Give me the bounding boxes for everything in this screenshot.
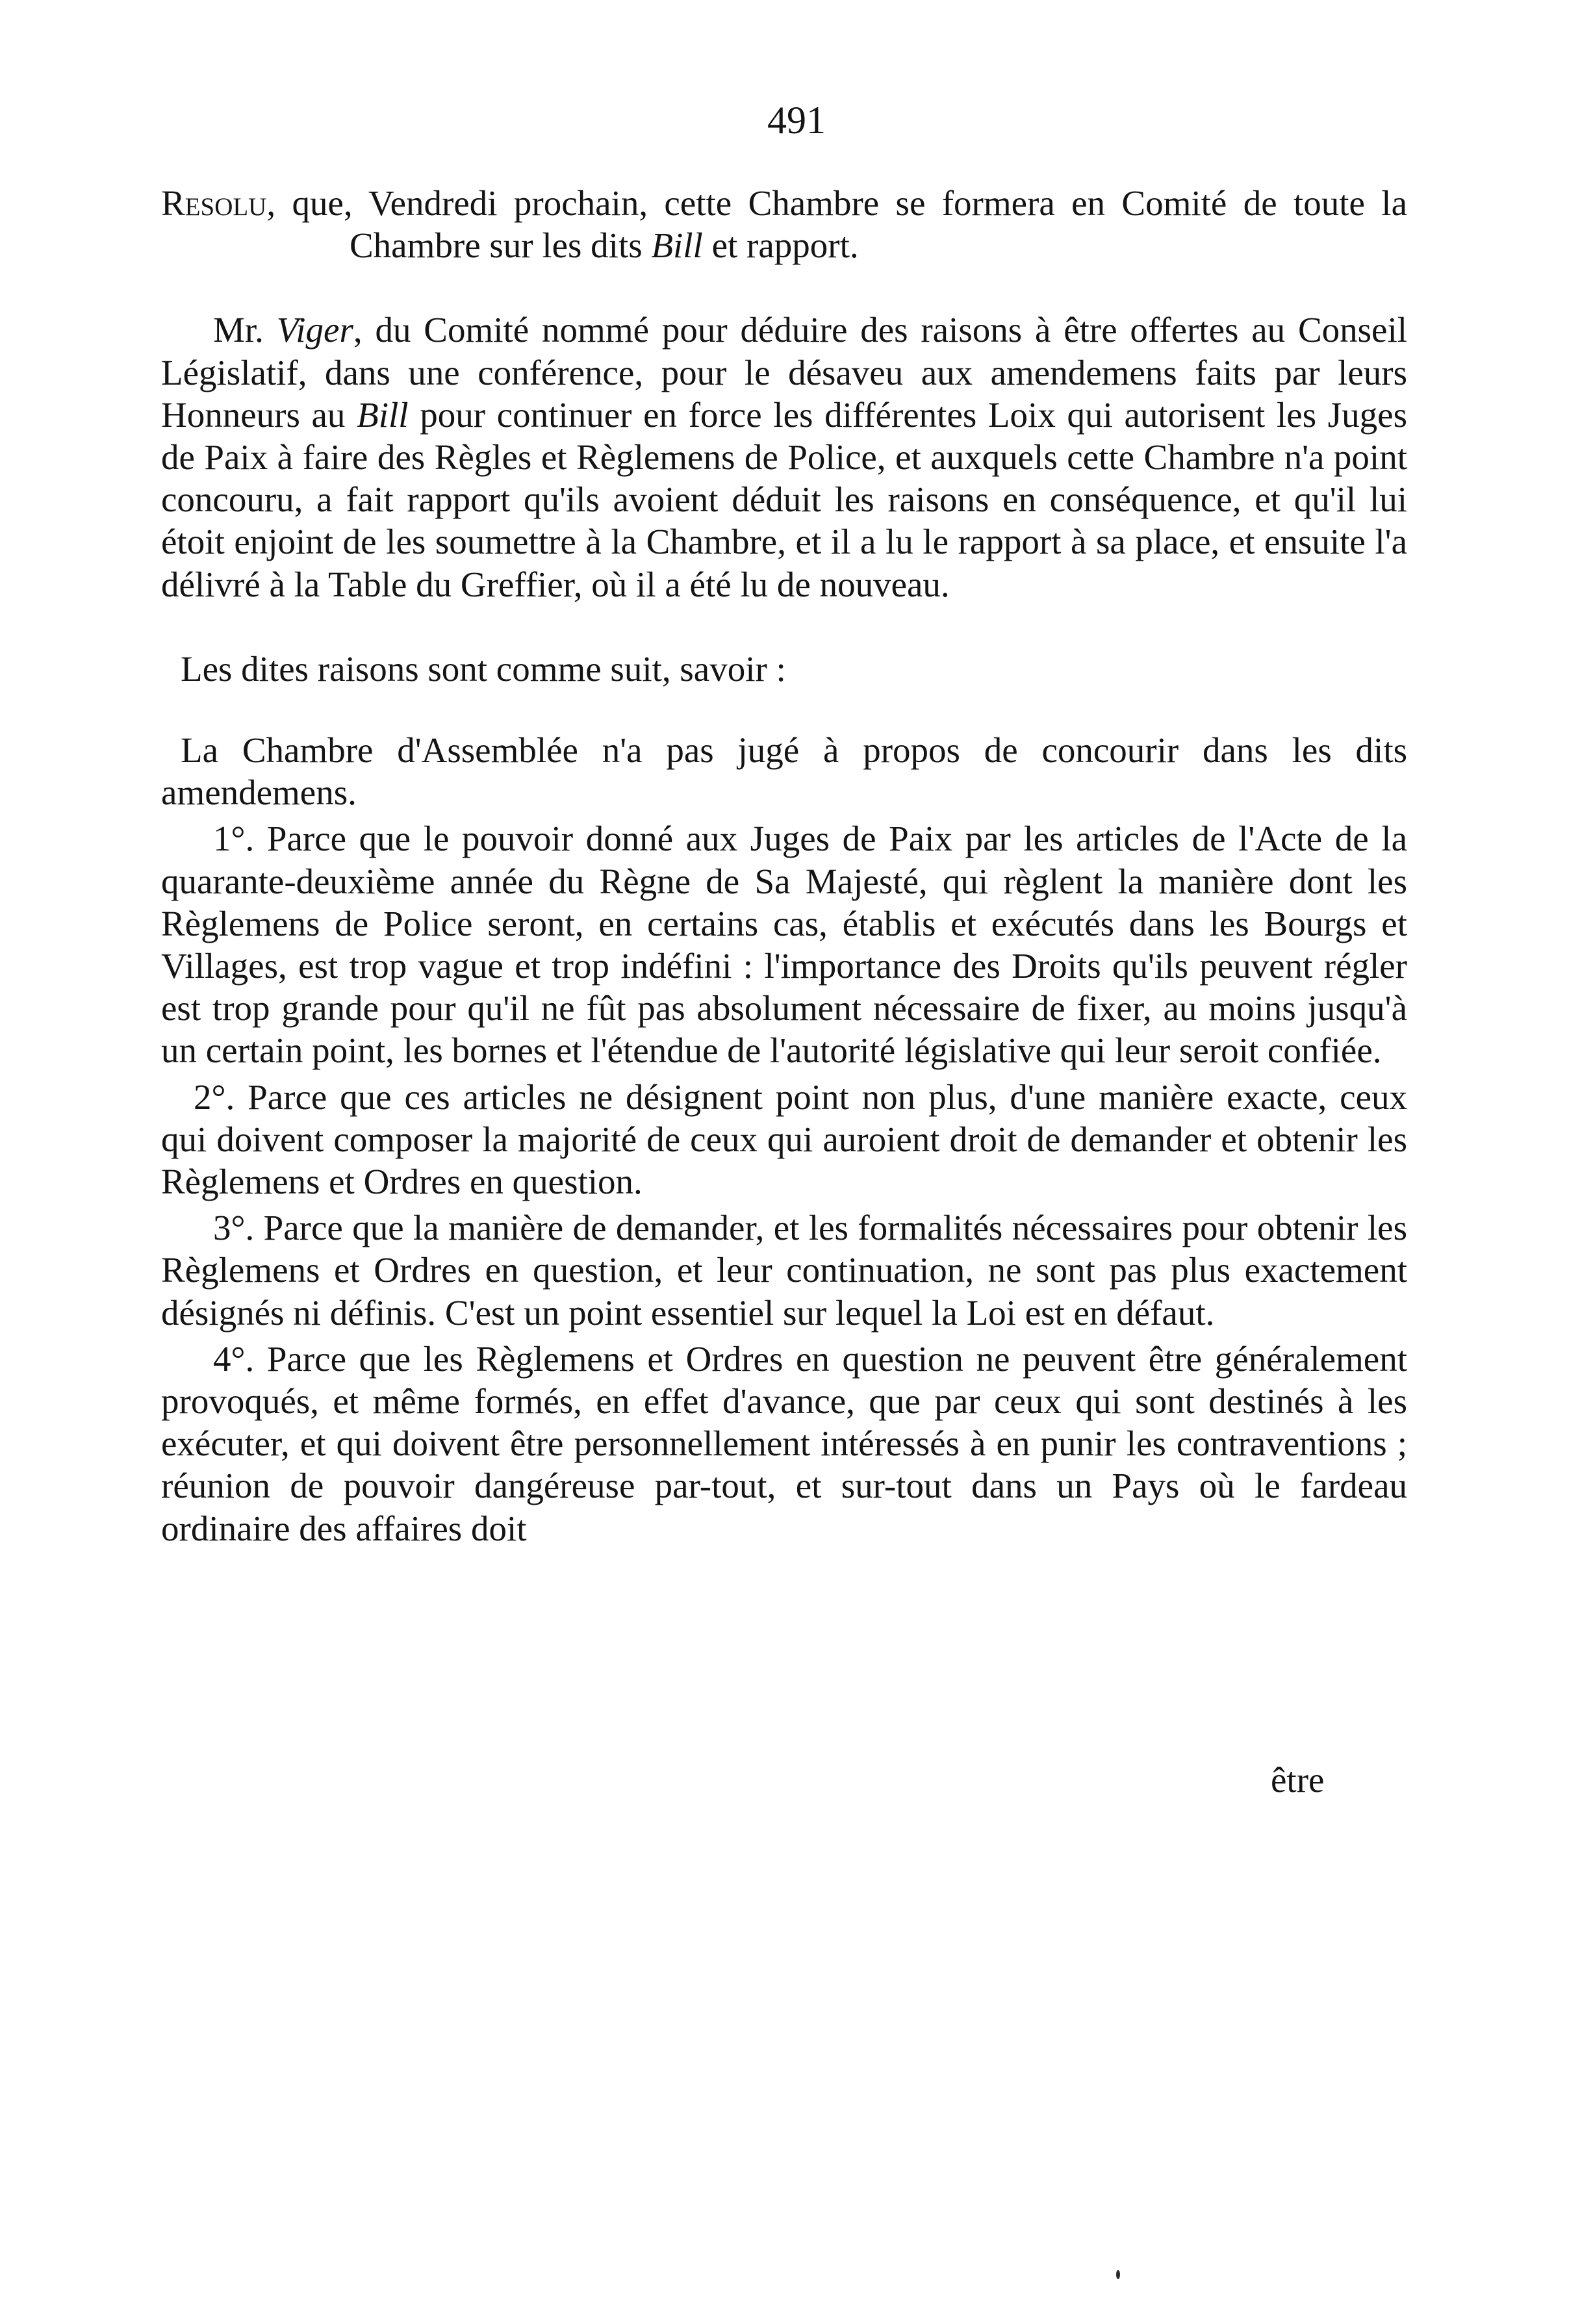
paragraph-reason-4 — [161, 1338, 1407, 1550]
page-body — [161, 182, 1407, 1550]
paragraph-assembly-decision — [161, 729, 1407, 813]
small-caps-term: Resolu — [161, 183, 267, 223]
text-run: 2°. Parce que ces articles ne désignent point non plus, d'une manière exacte, ceux qui doivent composer la majorité de ceux qui auroient droit de demander et obtenir les Règlemens et Ordres en question. — [161, 1077, 1407, 1202]
catchword: être — [1271, 1760, 1325, 1800]
text-run: 4°. Parce que les Règlemens et Ordres en question ne peuvent être généralement provoqués, et même formés, en effet d'avance, que par ceux qui sont destinés à les exécuter, et qui doivent être personnellement intéressés à en punir les contraventions ; réunion de pouvoir dangéreuse par-tout, et sur-tout dans un Pays où le fardeau ordinaire des affaires doit — [161, 1338, 1407, 1548]
page-number: 491 — [767, 99, 826, 142]
text-run: , que, Vendredi prochain, cette Chambre se formera en Comité de toute la Chambre sur les dits — [266, 183, 1407, 266]
italic-term: Viger — [276, 310, 353, 350]
paragraph-reason-2 — [161, 1076, 1407, 1203]
text-run: , du Comité nommé pour déduire des raisons à être offertes au Conseil Législatif, dans une conférence, pour le désaveu aux amendemens faits par leurs Honneurs au — [161, 310, 1408, 435]
text-run: pour continuer en force les différentes Loix qui autorisent les Juges de Paix à faire des Règles et Règlemens de Police, et auxquels cette Chambre n'a point concouru, a fait rapport qu'ils avoient déduit les raisons en conséquence, et qu'il lui étoit enjoint de les soumettre à la Chambre, et il a lu le rapport à sa place, et ensuite l'a délivré à la Table du Greffier, où il a été lu de nouveau. — [161, 394, 1407, 604]
text-run: La Chambre d'Assemblée n'a pas jugé à propos de concourir dans les dits amendemens. — [161, 730, 1407, 813]
paragraph-resolved — [161, 182, 1407, 266]
paragraph-reasons-intro — [161, 648, 1407, 690]
paragraph-reason-1 — [161, 817, 1407, 1071]
italic-term: Bill — [357, 394, 409, 435]
paragraph-committee-report — [161, 309, 1407, 605]
ink-speck — [1116, 2270, 1120, 2279]
text-run: 3°. Parce que la manière de demander, et les formalités nécessaires pour obtenir les Règlemens et Ordres en question, et leur continuation, ne sont pas plus exactement désignés ni définis. C'est un point essentiel sur lequel la Loi est en défaut. — [161, 1208, 1407, 1333]
text-run: et rapport. — [702, 225, 859, 266]
italic-term: Bill — [651, 225, 703, 266]
text-run: Les dites raisons sont comme suit, savoir : — [181, 648, 786, 689]
paragraph-reason-3 — [161, 1207, 1407, 1334]
text-run: 1°. Parce que le pouvoir donné aux Juges de Paix par les articles de l'Acte de la quarante-deuxième année du Règne de Sa Majesté, qui règlent la manière dont les Règlemens de Police seront, en certains cas, établis et exécutés dans les Bourgs et Villages, est trop vague et trop indéfini : l'importance des Droits qu'ils peuvent régler est trop grande pour qu'il ne fût pas absolument nécessaire de fixer, au moins jusqu'à un certain point, les bornes et l'étendue de l'autorité législative qui leur seroit confiée. — [161, 819, 1407, 1071]
text-run: Mr. — [213, 310, 277, 350]
